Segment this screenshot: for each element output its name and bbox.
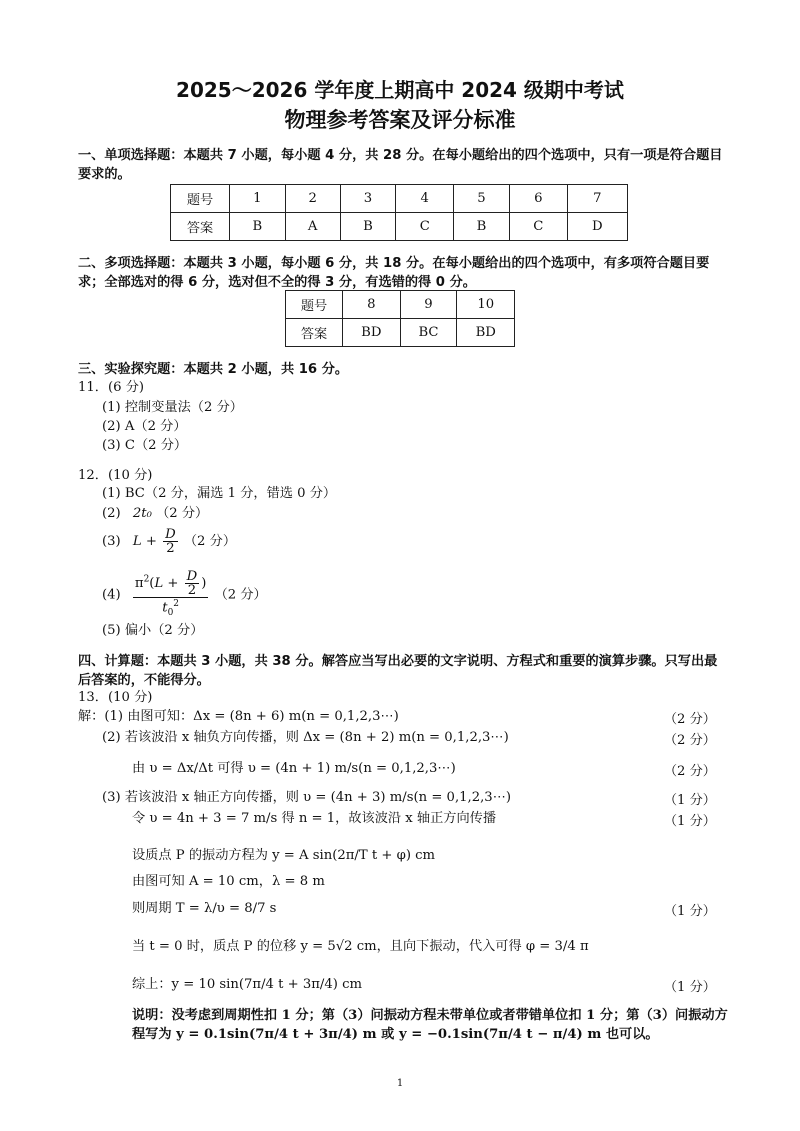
solution-line: 由图可知 A = 10 cm，λ = 8 m: [132, 874, 325, 889]
section2-heading: 二、多项选择题：本题共 3 小题，每小题 6 分，共 18 分。在每小题给出的四个选项中，有多项符合题目要求；全部选对的得 6 分，选对但不全的得 3 分，有选错的得 0 分。: [78, 256, 710, 290]
question-number: 3: [340, 185, 396, 213]
question-number: 5: [454, 185, 510, 213]
points-label: （1 分）: [663, 904, 716, 919]
points-label: （2 分）: [156, 506, 209, 521]
points-label: （2 分）: [663, 733, 716, 748]
q11-item: (1) 控制变量法（2 分）: [102, 400, 243, 415]
page-number: 1: [396, 1078, 404, 1089]
answer-cell: BD: [457, 319, 515, 347]
formula-g-expression: $\pi^2(L$ + $\frac{D}{2}$ ) $t_0^2$: [134, 569, 207, 619]
answer-cell: BC: [400, 319, 457, 347]
solution-line: 令 υ = 4n + 3 = 7 m/s 得 n = 1，故该波沿 x 轴正方向传播: [132, 811, 497, 826]
exam-subtitle: 物理参考答案及评分标准: [284, 108, 516, 132]
answer-cell: B: [340, 213, 396, 241]
solution-line: 由 υ = Δx/Δt 可得 υ = (4n + 1) m/s(n = 0,1,2,3⋯): [132, 761, 456, 776]
q12-item: (5) 偏小（2 分）: [102, 623, 204, 638]
q11-label: 11．(6 分): [78, 380, 145, 395]
row-label: 题号: [171, 185, 230, 213]
points-label: （1 分）: [663, 814, 716, 829]
question-number: 9: [400, 291, 457, 319]
solution-line: 则周期 T = λ/υ = 8/7 s: [132, 901, 277, 916]
formula-2t0: 2t₀: [132, 506, 152, 521]
question-number: 10: [457, 291, 515, 319]
answer-cell: D: [567, 213, 627, 241]
points-label: （2 分）: [663, 712, 716, 727]
points-label: （2 分）: [214, 587, 267, 603]
item-prefix: (3): [102, 534, 121, 549]
question-number: 8: [343, 291, 401, 319]
row-label: 答案: [171, 213, 230, 241]
section2-answer-table: [285, 290, 515, 347]
points-label: （1 分）: [663, 793, 716, 808]
table-row: [171, 213, 628, 241]
section1-heading: 一、单项选择题：本题共 7 小题，每小题 4 分，共 28 分。在每小题给出的四个选项中，只有一项是符合题目要求的。: [78, 148, 723, 182]
question-number: 4: [396, 185, 454, 213]
question-number: 6: [509, 185, 567, 213]
solution-line: 综上：y = 10 sin(7π/4 t + 3π/4) cm: [132, 977, 362, 992]
solution-line: 当 t = 0 时，质点 P 的位移 y = 5√2 cm，且向下振动，代入可得 φ = 3/4 π: [132, 939, 589, 954]
q11-item: (2) A（2 分）: [102, 419, 187, 434]
solution-line: (2) 若该波沿 x 轴负方向传播，则 Δx = (8n + 2) m(n = 0,1,2,3⋯): [102, 730, 509, 745]
solution-line: 设质点 P 的振动方程为 y = A sin(2π/T t + φ) cm: [132, 848, 436, 863]
answer-cell: C: [396, 213, 454, 241]
section3-heading: 三、实验探究题：本题共 2 小题，共 16 分。: [78, 362, 349, 377]
row-label: 答案: [286, 319, 343, 347]
q12-item: [102, 505, 208, 523]
formula-l-plus-d-half: L + $\frac{D}{2}$: [132, 527, 176, 556]
points-label: （2 分）: [183, 534, 237, 549]
q12-item: (1) BC（2 分，漏选 1 分，错选 0 分）: [102, 486, 337, 501]
q11-item: (3) C（2 分）: [102, 438, 188, 453]
points-label: （2 分）: [663, 764, 716, 779]
question-number: 1: [230, 185, 286, 213]
grading-note: 说明：没考虑到周期性扣 1 分；第（3）问振动方程未带单位或者带错单位扣 1 分；第（3）问振动方程写为 y = 0.1sin(7π/4 t + 3π/4) m 或 y = −0.1sin(7π/4 t − π/4) m 也可以。: [132, 1008, 728, 1042]
points-label: （1 分）: [663, 980, 716, 995]
item-prefix: (2): [102, 506, 121, 521]
table-row: [286, 291, 515, 319]
solution-line: (3) 若该波沿 x 轴正方向传播，则 υ = (4n + 3) m/s(n = 0,1,2,3⋯): [102, 790, 512, 805]
q13-label: 13．(10 分): [78, 690, 153, 705]
q12-item: [102, 570, 267, 620]
section4-heading: 四、计算题：本题共 3 小题，共 38 分。解答应当写出必要的文字说明、方程式和重要的演算步骤。只写出最后答案的，不能得分。: [78, 654, 718, 688]
solution-line: 解：(1) 由图可知：Δx = (8n + 6) m(n = 0,1,2,3⋯): [78, 709, 399, 724]
answer-cell: B: [230, 213, 286, 241]
section1-answer-table: [170, 184, 628, 241]
answer-cell: A: [285, 213, 340, 241]
exam-title: 2025～2026 学年度上期高中 2024 级期中考试: [176, 78, 624, 102]
answer-cell: C: [509, 213, 567, 241]
q12-label: 12．(10 分): [78, 468, 153, 483]
row-label: 题号: [286, 291, 343, 319]
table-row: [171, 185, 628, 213]
question-number: 7: [567, 185, 627, 213]
q12-item: [102, 528, 236, 556]
answer-cell: B: [454, 213, 510, 241]
table-row: [286, 319, 515, 347]
question-number: 2: [285, 185, 340, 213]
item-prefix: (4): [102, 587, 121, 603]
answer-cell: BD: [343, 319, 401, 347]
